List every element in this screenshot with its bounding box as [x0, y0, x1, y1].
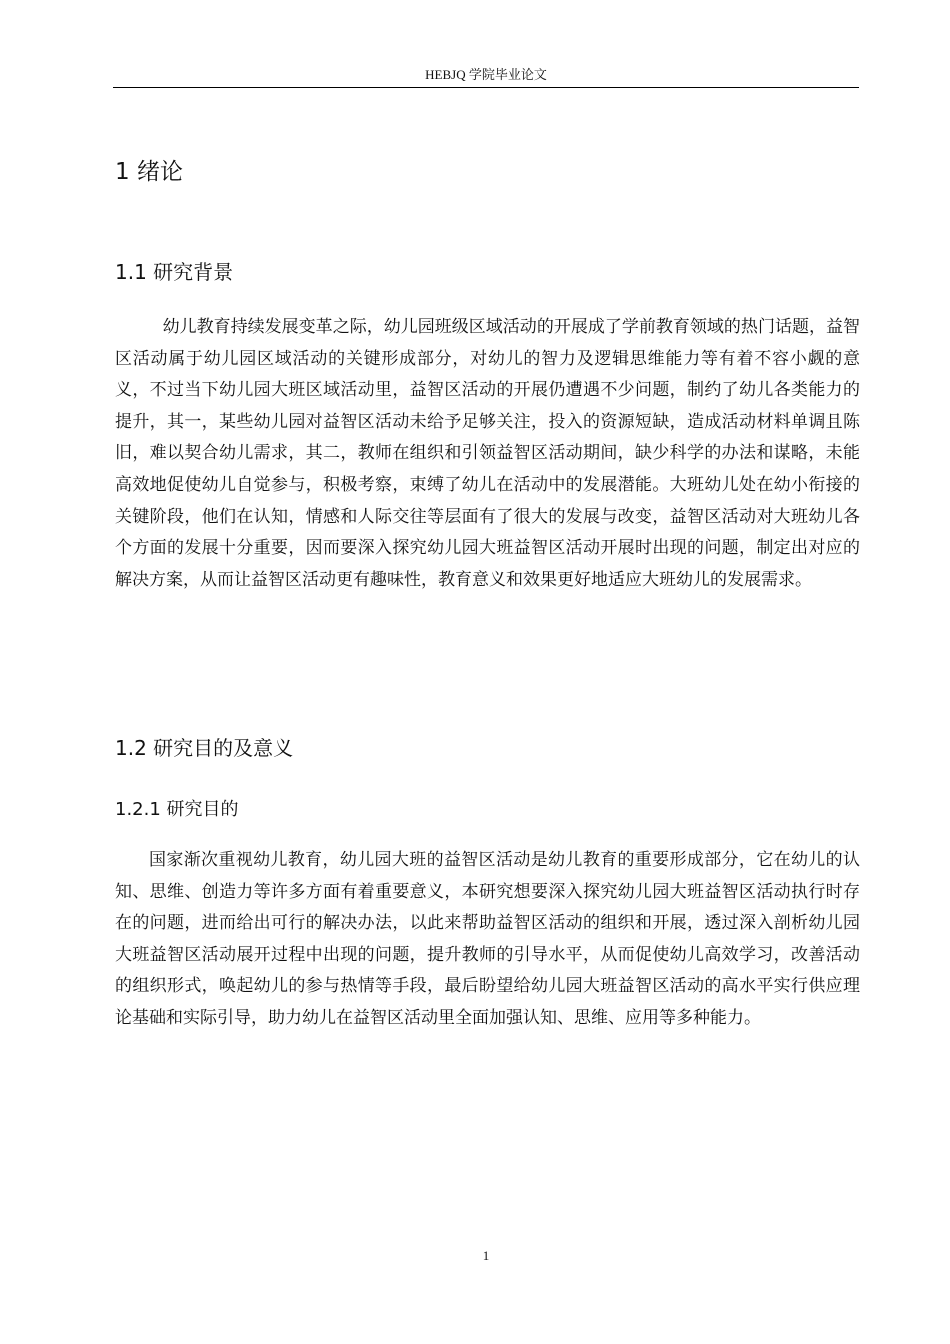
header-divider: [113, 87, 859, 88]
chapter-title: 1 绪论: [115, 159, 183, 185]
page-number: 1: [482, 1248, 490, 1263]
section-title-1-2-1: 1.2.1 研究目的: [115, 799, 239, 820]
section-title-1-1: 1.1 研究背景: [115, 260, 234, 284]
paragraph-research-background: 幼儿教育持续发展变革之际，幼儿园班级区域活动的开展成了学前教育领域的热门话题，益智区活动属于幼儿园区域活动的关键形成部分，对幼儿的智力及逻辑思维能力等有着不容小觑的意义，不过当下幼儿园大班区域活动里，益智区活动的开展仍遭遇不少问题，制约了幼儿各类能力的提升，其一，某些幼儿园对益智区活动未给予足够关注，投入的资源短缺，造成活动材料单调且陈旧，难以契合幼儿需求，其二，教师在组织和引领益智区活动期间，缺少科学的办法和谋略，未能高效地促使幼儿自觉参与，积极考察，束缚了幼儿在活动中的发展潜能。大班幼儿处在幼小衔接的关键阶段，他们在认知，情感和人际交往等层面有了很大的发展与改变，益智区活动对大班幼儿各个方面的发展十分重要，因而要深入探究幼儿园大班益智区活动开展时出现的问题，制定出对应的解决方案，从而让益智区活动更有趣味性，教育意义和效果更好地适应大班幼儿的发展需求。: [115, 317, 860, 590]
section-title-1-2: 1.2 研究目的及意义: [115, 736, 294, 760]
page-header: HEBJQ 学院毕业论文: [425, 67, 547, 82]
paragraph-research-purpose: 国家渐次重视幼儿教育，幼儿园大班的益智区活动是幼儿教育的重要形成部分，它在幼儿的认知、思维、创造力等许多方面有着重要意义，本研究想要深入探究幼儿园大班益智区活动执行时存在的问题，进而给出可行的解决办法，以此来帮助益智区活动的组织和开展，透过深入剖析幼儿园大班益智区活动展开过程中出现的问题，提升教师的引导水平，从而促使幼儿高效学习，改善活动的组织形式，唤起幼儿的参与热情等手段，最后盼望给幼儿园大班益智区活动的高水平实行供应理论基础和实际引导，助力幼儿在益智区活动里全面加强认知、思维、应用等多种能力。: [115, 850, 860, 1028]
